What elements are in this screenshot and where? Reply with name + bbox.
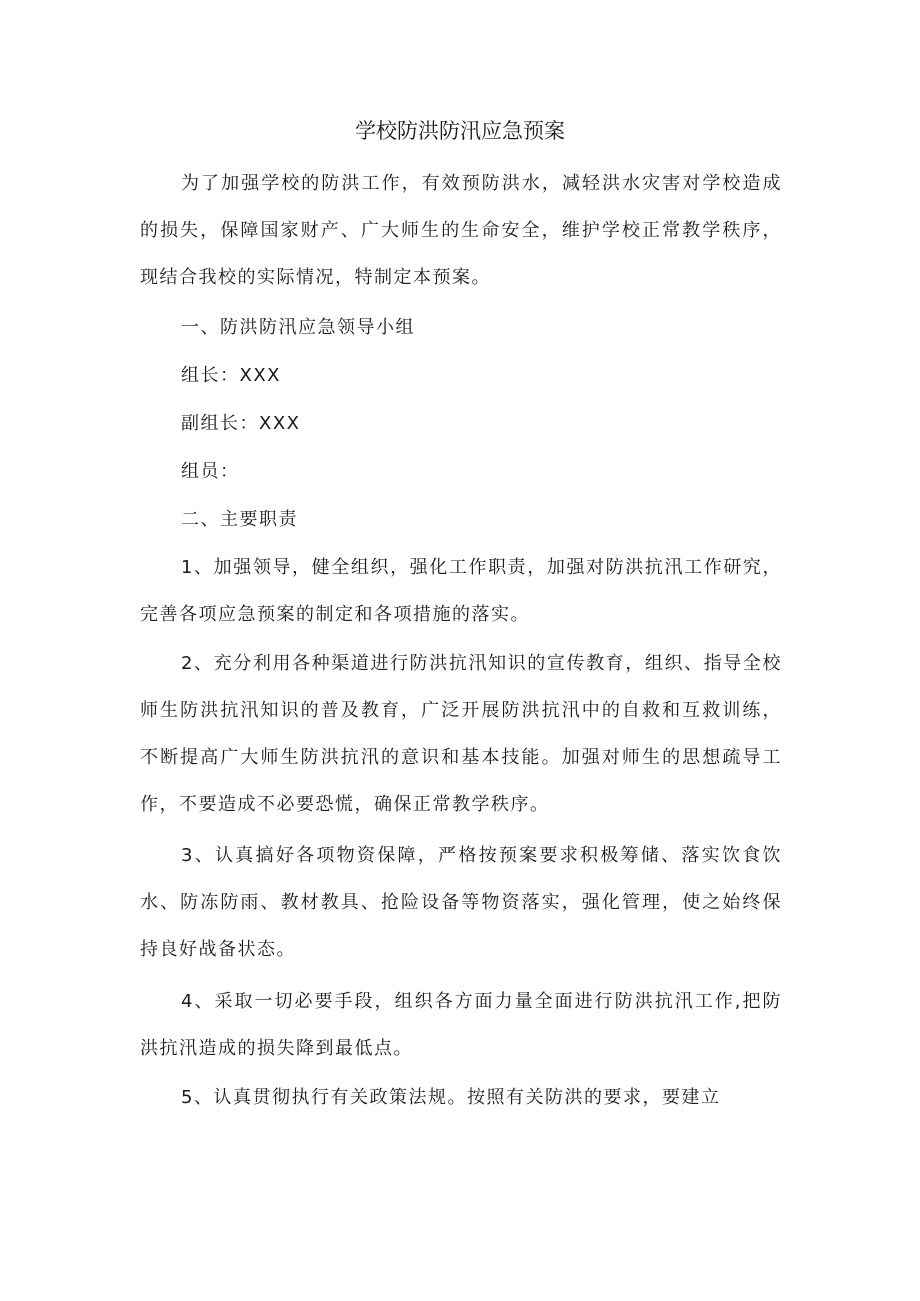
- deputy-leader-line: 副组长：XXX: [181, 413, 301, 434]
- duty-item-3: 3、认真搞好各项物资保障，严格按预案要求积极筹储、落实饮食饮水、防冻防雨、教材教具、抢险设备等物资落实，强化管理，使之始终保持良好战备状态。: [140, 845, 782, 960]
- intro-paragraph: 为了加强学校的防洪工作，有效预防洪水，减轻洪水灾害对学校造成的损失，保障国家财产、广大师生的生命安全，维护学校正常教学秩序，现结合我校的实际情况，特制定本预案。: [140, 173, 782, 288]
- duty-item-1: 1、加强领导，健全组织，强化工作职责，加强对防洪抗汛工作研究，完善各项应急预案的制定和各项措施的落实。: [140, 557, 782, 625]
- section-heading-main-duties: 二、主要职责: [181, 509, 298, 530]
- duty-item-5: 5、认真贯彻执行有关政策法规。按照有关防洪的要求，要建立: [181, 1087, 721, 1108]
- group-members-line: 组员：: [181, 461, 240, 482]
- document-title: 学校防洪防汛应急预案: [355, 119, 565, 143]
- group-leader-line: 组长：XXX: [181, 365, 281, 386]
- duty-item-2: 2、充分利用各种渠道进行防洪抗汛知识的宣传教育，组织、指导全校师生防洪抗汛知识的普及教育，广泛开展防洪抗汛中的自救和互救训练，不断提高广大师生防洪抗汛的意识和基本技能。加强对师生的思想疏导工作，不要造成不必要恐慌，确保正常教学秩序。: [140, 653, 782, 815]
- duty-item-4: 4、采取一切必要手段，组织各方面力量全面进行防洪抗汛工作,把防洪抗汛造成的损失降到最低点。: [140, 991, 782, 1059]
- section-heading-leadership-group: 一、防洪防汛应急领导小组: [181, 317, 415, 338]
